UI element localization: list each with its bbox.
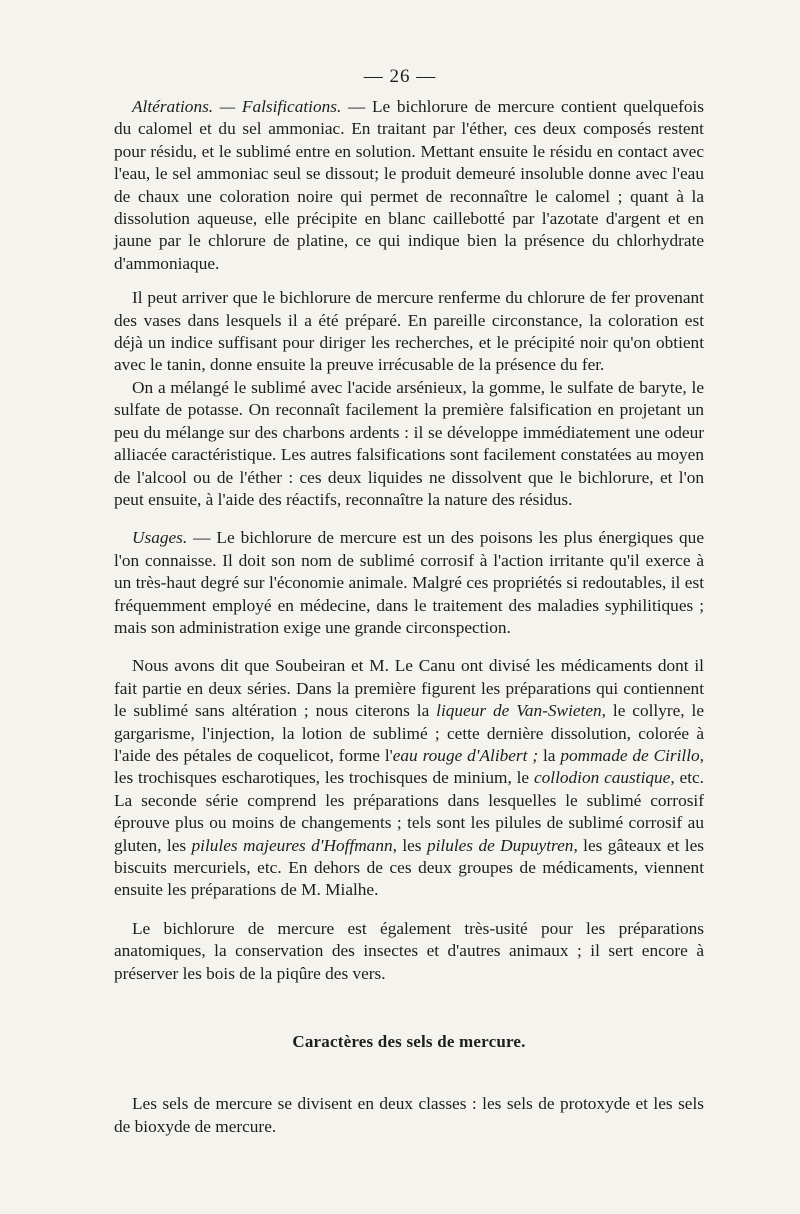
paragraph-usages: Usages. — Le bichlorure de mercure est un des poisons les plus énergiques que l'on connaisse. Il doit son nom de sublimé corrosif à l'action irritante qu'il exerce à un très-haut degré sur l'économie animale. Malgré ces propriétés si redoutables, il est fréquemment employé en médecine, dans le traitement des maladies syphilitiques ; mais son administration exige une grande circonspection.	[114, 528, 704, 637]
body-text	[114, 96, 704, 1138]
paragraph-anatomiques: Le bichlorure de mercure est également très-usité pour les préparations anatomiques, la conservation des insectes et d'autres animaux ; il sert encore à préserver les bois de la piqûre des vers.	[114, 918, 704, 983]
page-number: — 26 —	[363, 66, 437, 87]
paragraph-alterations: Altérations. — Falsifications. — Le bichlorure de mercure contient quelquefois du calomel et du sel ammoniac. En traitant par l'éther, ces deux composés restent pour résidu, et le sublimé entre en solution. Mettant ensuite le résidu en contact avec l'eau, le sel ammoniac seul se dissout; le produit demeuré insoluble donne avec l'eau de chaux une coloration noire qui permet de reconnaître le calomel ; quant à la dissolution aqueuse, elle précipite en blanc caillebotté par l'azotate d'argent et en jaune par le chlorure de platine, ce qui indique bien la présence du chlorhydrate d'ammoniaque.	[114, 97, 704, 273]
paragraph-melange: On a mélangé le sublimé avec l'acide arsénieux, la gomme, le sulfate de baryte, le sulfate de potasse. On reconnaît facilement la première falsification en projetant un peu du mélange sur des charbons ardents : il se développe immédiatement une odeur alliacée caractéristique. Les autres falsifications sont facilement constatées au moyen de l'alcool ou de l'éther : ces deux liquides ne dissolvent que le bichlorure, et l'on peut ensuite, à l'aide des réactifs, reconnaître la nature des résidus.	[114, 377, 704, 509]
section-title-usages: Usages.	[132, 528, 188, 548]
paragraph-chlorure-fer: Il peut arriver que le bichlorure de mercure renferme du chlorure de fer provenant des vases dans lesquels il a été préparé. En pareille circonstance, la coloration est déjà un indice suffisant pour diriger les recherches, et le précipité noir qu'on obtient avec le tanin, donne ensuite la preuve irrécusable de la présence du fer.	[114, 288, 704, 375]
section-heading: Caractères des sels de mercure.	[292, 1032, 526, 1052]
paragraph-sels: Les sels de mercure se divisent en deux classes : les sels de protoxyde et les sels de bioxyde de mercure.	[114, 1094, 704, 1136]
section-title-alterations: Altérations. — Falsifications.	[132, 97, 342, 116]
paragraph-preparations: Nous avons dit que Soubeiran et M. Le Canu ont divisé les médicaments dont il fait partie en deux séries. Dans la première figurent les préparations qui contiennent le sublimé sans altération ; nous citerons la liqueur de Van-Swieten, le collyre, le gargarisme, l'injection, la lotion de sublimé ; cette dernière dissolution, colorée à l'aide des pétales de coquelicot, forme l'eau rouge d'Alibert ; la pommade de Cirillo, les trochisques escharotiques, les trochisques de minium, le collodion caustique, etc. La seconde série comprend les préparations dans lesquelles le sublimé corrosif éprouve plus ou moins de changements ; tels sont les pilules de sublimé corrosif au gluten, les pilules majeures d'Hoffmann, les pilules de Dupuytren, les gâteaux et les biscuits mercuriels, etc. En dehors de ces deux groupes de médicaments, viennent ensuite les préparations de M. Mialhe.	[114, 656, 704, 900]
